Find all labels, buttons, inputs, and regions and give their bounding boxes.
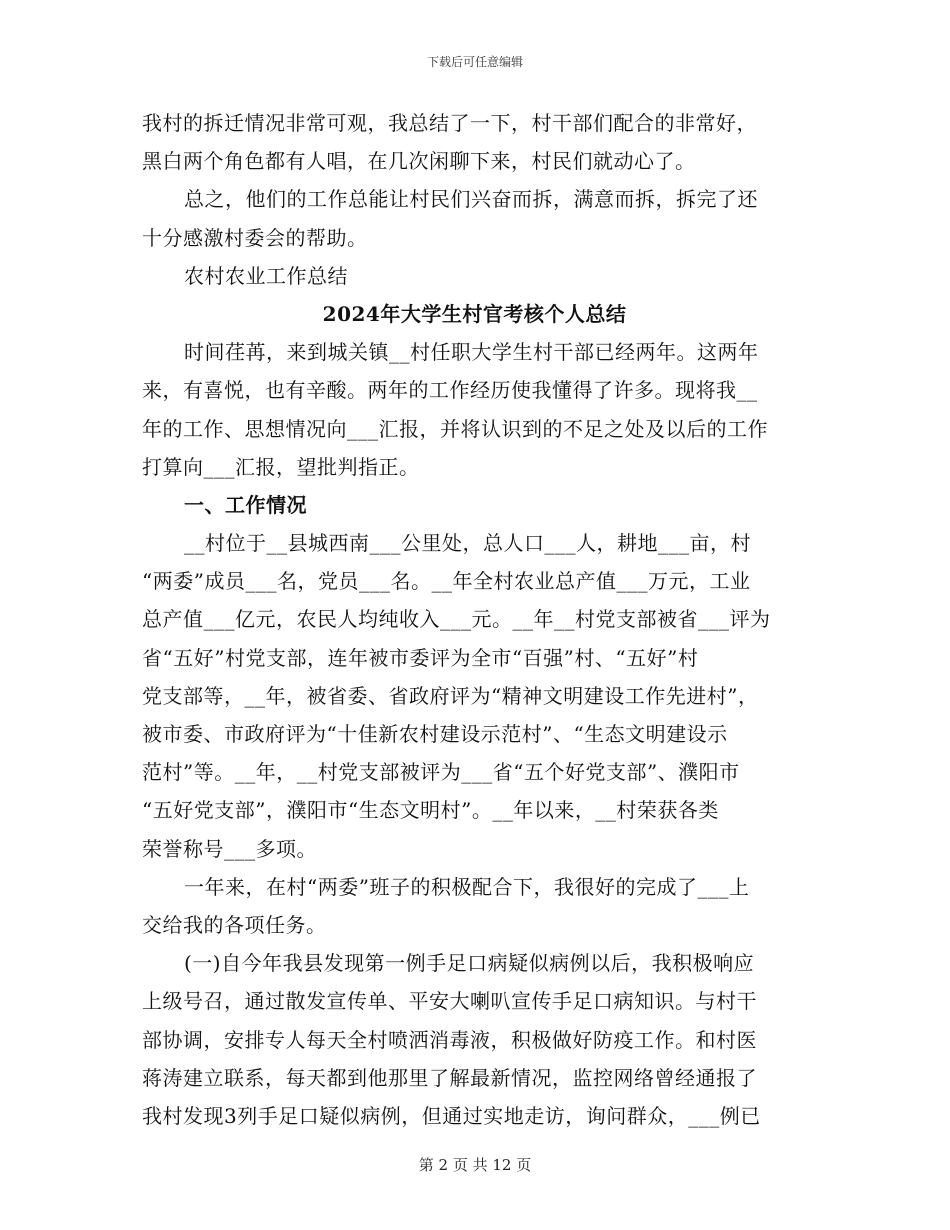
paragraph-line: 总产值___亿元，农民人均纯收入___元。__年__村党支部被省___评为 — [142, 607, 771, 632]
paragraph-line: (一)自今年我县发现第一例手足口病疑似病例以后，我积极响应 — [184, 951, 755, 976]
paragraph-line: 被市委、市政府评为“十佳新农村建设示范村”、“生态文明建设示 — [142, 722, 728, 746]
paragraph-line: 来，有喜悦，也有辛酸。两年的工作经历使我懂得了许多。现将我__ — [142, 378, 758, 403]
paragraph-line: 部协调，安排专人每天全村喷洒消毒液，积极做好防疫工作。和村医 — [142, 1027, 757, 1052]
document-body — [142, 104, 807, 1135]
paragraph-line: 范村”等。__年，__村党支部被评为___省“五个好党支部”、濮阳市 — [142, 760, 740, 785]
paragraph-line: 十分感激村委会的帮助。 — [142, 225, 368, 250]
paragraph-line: 党支部等，__年，被省委、省政府评为“精神文明建设工作先进村”， — [142, 683, 759, 708]
paragraph-line: “五好党支部”，濮阳市“生态文明村”。__年以来，__村荣获各类 — [142, 798, 719, 823]
paragraph-line: 总之，他们的工作总能让村民们兴奋而拆，满意而拆，拆完了还 — [184, 187, 758, 212]
paragraph-line: 交给我的各项任务。 — [142, 912, 327, 937]
page-footer: 第 2 页 共 12 页 — [418, 1156, 532, 1174]
paragraph-line: 蒋涛建立联系，每天都到他那里了解最新情况，监控网络曾经通报了 — [142, 1065, 757, 1090]
paragraph-line: 省“五好”村党支部，连年被市委评为全市“百强”村、“五好”村 — [142, 645, 699, 670]
paragraph-line: 我村的拆迁情况非常可观，我总结了一下，村干部们配合的非常好， — [142, 111, 757, 135]
paragraph-line: 年的工作、思想情况向___汇报，并将认识到的不足之处及以后的工作 — [142, 416, 768, 441]
paragraph-line: “两委”成员___名，党员___名。__年全村农业总产值___万元，工业 — [142, 569, 751, 594]
section-heading: 一、工作情况 — [184, 492, 307, 517]
paragraph-line: 一年来，在村“两委”班子的积极配合下，我很好的完成了___上 — [184, 874, 750, 899]
paragraph-line: 时间荏苒，来到城关镇__村任职大学生村干部已经两年。这两年 — [184, 340, 759, 365]
paragraph-line: 荣誉称号___多项。 — [142, 836, 317, 861]
paragraph-line: __村位于__县城西南___公里处，总人口___人，耕地___亩，村 — [184, 531, 751, 556]
paragraph-line: 黑白两个角色都有人唱，在几次闲聊下来，村民们就动心了。 — [142, 149, 696, 174]
section-label: 农村农业工作总结 — [184, 263, 348, 288]
document-title: 2024年大学生村官考核个人总结 — [322, 301, 627, 326]
paragraph-line: 打算向___汇报，望批判指正。 — [142, 454, 420, 479]
page-header: 下载后可任意编辑 — [426, 55, 523, 69]
paragraph-line: 上级号召，通过散发宣传单、平安大喇叭宣传手足口病知识。与村干 — [142, 989, 757, 1014]
paragraph-line: 我村发现3列手足口疑似病例，但通过实地走访，询问群众，___例已 — [142, 1103, 761, 1128]
